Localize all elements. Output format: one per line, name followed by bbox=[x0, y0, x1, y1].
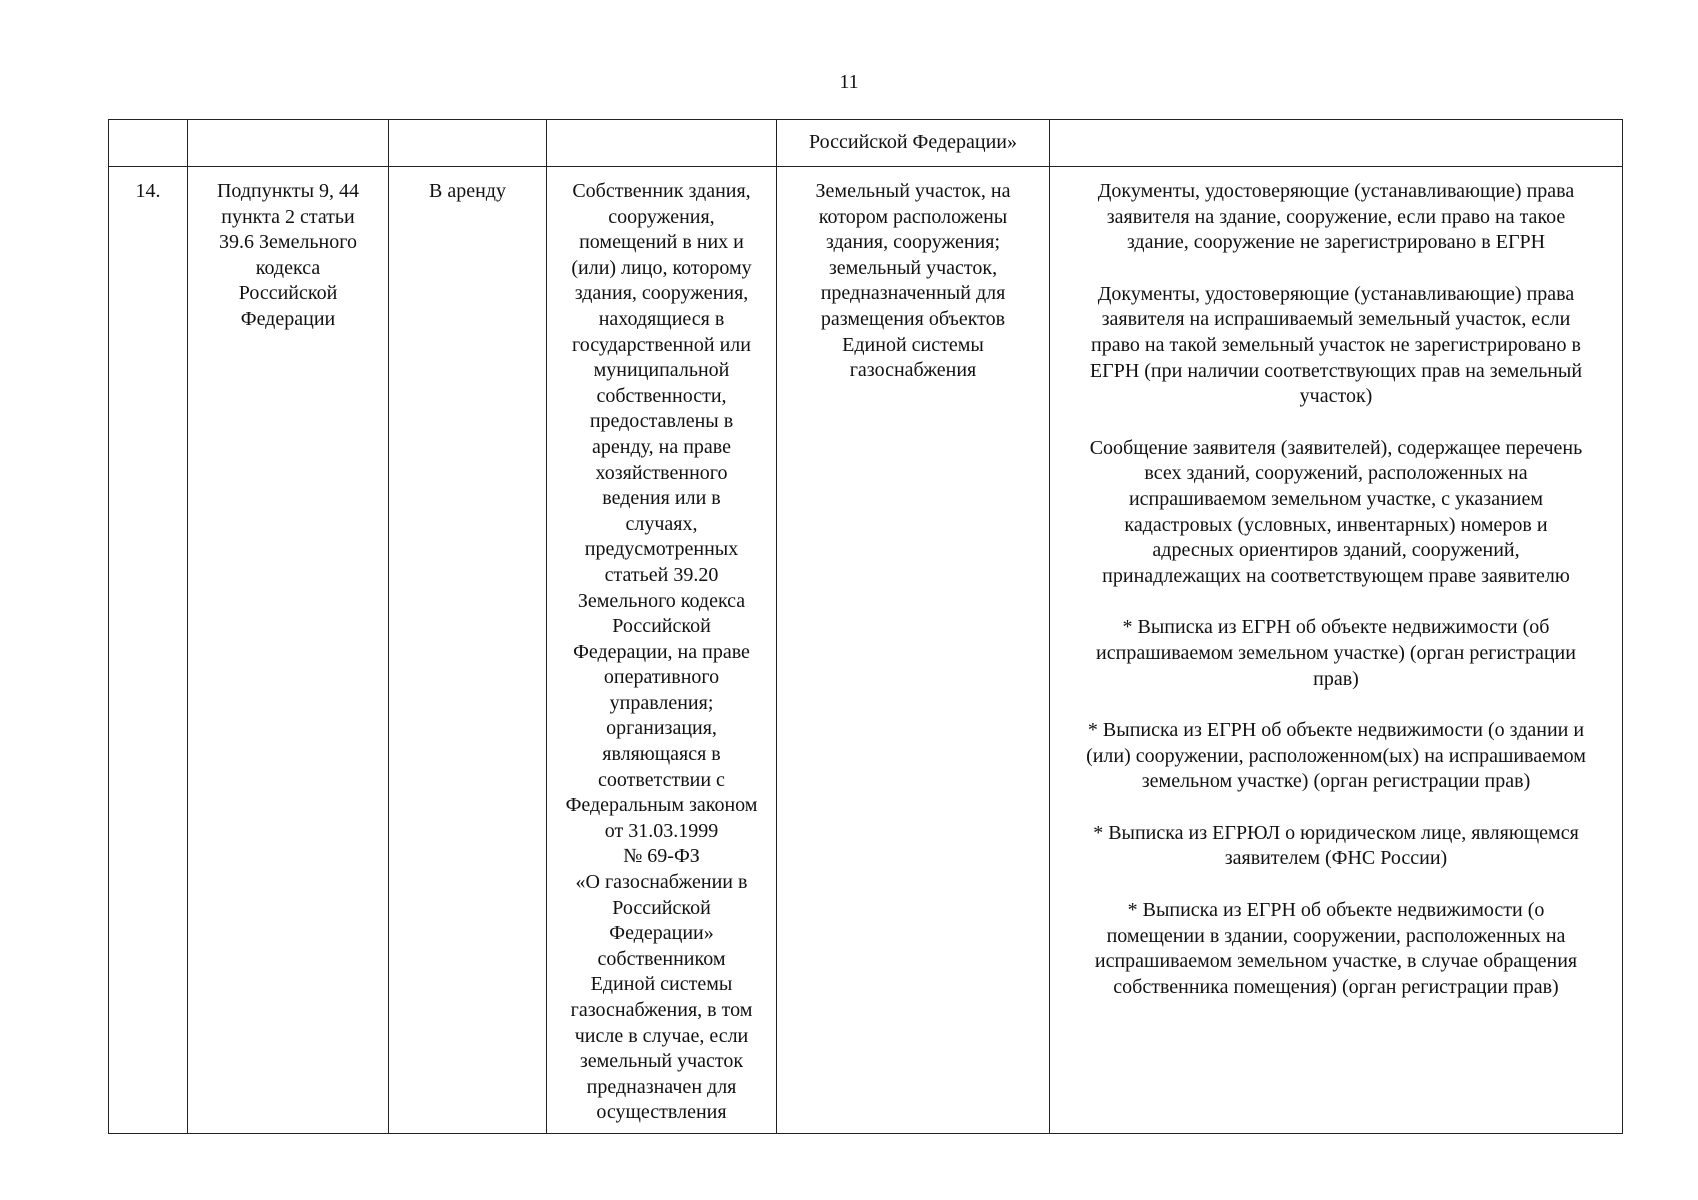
table-row bbox=[109, 167, 1623, 1134]
cell-empty bbox=[547, 120, 777, 167]
legal-basis-cell: Подпункты 9, 44 пункта 2 статьи 39.6 Земельного кодекса Российской Федерации bbox=[188, 167, 389, 1134]
land-plot-cell: Земельный участок, на котором расположены здания, сооружения; земельный участок, предназначенный для размещения объектов Единой системы газоснабжения bbox=[777, 167, 1050, 1134]
document-item: Сообщение заявителя (заявителей), содержащее перечень всех зданий, сооружений, расположенных на испрашиваемом земельном участке, с указанием кадастровых (условных, инвентарных) номеров и адресных ориентиров зданий, сооружений, принадлежащих на соответствующем праве заявителю bbox=[1089, 436, 1583, 587]
cell-empty bbox=[389, 120, 547, 167]
document-item: * Выписка из ЕГРН об объекте недвижимости (о здании и (или) сооружении, расположенном(ых) на испрашиваемом земельном участке) (орган регистрации прав) bbox=[1086, 719, 1586, 793]
document-item: Документы, удостоверяющие (устанавливающие) права заявителя на испрашиваемый земельный участок, если право на такой земельный участок не зарегистрировано в ЕГРН (при наличии соответствующих прав на земельный участок) bbox=[1089, 282, 1583, 408]
row-number: 14. bbox=[109, 167, 188, 1134]
right-type-cell: В аренду bbox=[389, 167, 547, 1134]
cell-empty bbox=[109, 120, 188, 167]
continuation-text: Российской Федерации» bbox=[777, 120, 1050, 167]
document-item: * Выписка из ЕГРН об объекте недвижимости (об испрашиваемом земельном участке) (орган регистрации прав) bbox=[1096, 616, 1576, 690]
document-item: * Выписка из ЕГРН об объекте недвижимости (о помещении в здании, сооружении, расположенных на испрашиваемом земельном участке, в случае обращения собственника помещения) (орган регистрации прав) bbox=[1094, 899, 1578, 998]
document-item: * Выписка из ЕГРЮЛ о юридическом лице, являющемся заявителем (ФНС России) bbox=[1093, 821, 1579, 870]
continuation-row bbox=[109, 120, 1623, 167]
land-procedures-table bbox=[108, 119, 1623, 1134]
cell-empty bbox=[188, 120, 389, 167]
page-number: 11 bbox=[839, 71, 859, 93]
cell-empty bbox=[1050, 120, 1623, 167]
document-item: Документы, удостоверяющие (устанавливающие) права заявителя на здание, сооружение, если право на такое здание, сооружение не зарегистрировано в ЕГРН bbox=[1097, 180, 1575, 254]
documents-cell bbox=[1050, 167, 1623, 1134]
applicant-cell: Собственник здания, сооружения, помещений в них и (или) лицо, которому здания, сооружения, находящиеся в государственной или муниципальной собственности, предоставлены в аренду, на праве хозяйственного ведения или в случаях, предусмотренных статьей 39.20 Земельного кодекса Российской Федерации, на праве оперативного управления; организация, являющаяся в соответствии с Федеральным законом от 31.03.1999 № 69-ФЗ «О газоснабжении в Российской Федерации» собственником Единой системы газоснабжения, в том числе в случае, если земельный участок предназначен для осуществления bbox=[547, 167, 777, 1134]
